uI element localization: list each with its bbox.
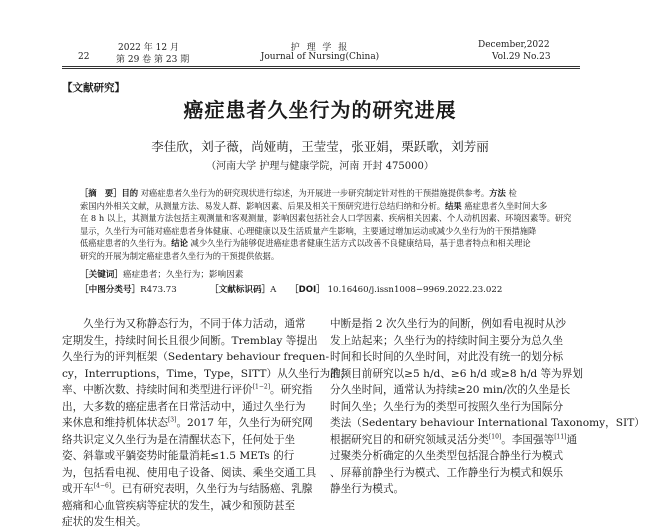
- author-list: 李佳欣，刘子薇，尚娅萌，王莹莹，张亚娟，栗跃歌，刘芳丽: [151, 139, 489, 154]
- journal-name-en: Journal of Nursing(China): [260, 52, 380, 62]
- body-line: 时间久坐；久坐行为的类型可按照久坐行为国际分: [330, 400, 564, 413]
- doc-code-value: A: [270, 285, 277, 295]
- body-line: 来休息和维持机体状态[3]。2017 年，久坐行为研究网: [62, 416, 313, 429]
- clc-value: R473.73: [140, 285, 177, 295]
- author-affiliation: （河南大学 护理与健康学院，河南 开封 475000）: [206, 161, 434, 172]
- purpose-label: 目的: [121, 188, 139, 198]
- header-rule: [62, 66, 580, 67]
- body-line: cy，Interruptions，Time，Type，SITT）从久坐行为的频: [62, 367, 352, 380]
- conclusion-label: 结论: [171, 238, 188, 249]
- article-title: 癌症患者久坐行为的研究进展: [183, 98, 457, 122]
- body-line: 络共识定义久坐行为是在清醒状态下，任何处于坐: [62, 433, 296, 446]
- issue-volume-cn: 第 29 卷 第 23 期: [116, 55, 190, 65]
- keywords-value: 癌症患者；久坐行为；影响因素: [122, 270, 244, 280]
- abstract-line-1: ［摘 要］目的 对癌症患者久坐行为的研究现状进行综述，为开展进一步研究制定针对性的干预措施提供参考。方法 检: [80, 188, 517, 198]
- abstract-line-5: 低癌症患者的久坐行为。结论 减少久坐行为能够促进癌症患者健康生活方式以改善不良健康结局，基于患者特点和相关理论: [80, 238, 531, 249]
- abstract-line-6: 研究的开展为制定癌症患者久坐行为的干预提供依据。: [80, 250, 280, 261]
- body-line: 或开车[4−6]。已有研究表明，久坐行为与结肠癌、乳腺: [62, 482, 313, 495]
- citation-ref: [1−2]: [252, 383, 271, 391]
- body-line: 定期发生，持续时间长且很少间断。Tremblay 等提出: [62, 334, 318, 347]
- body-column-left: [62, 316, 352, 531]
- body-line: 久坐行为的评判框架（Sedentary behaviour frequen-: [62, 351, 330, 363]
- abstract-line-4: 显示，久坐行为可能对癌症患者身体健康、心理健康以及生活质量产生影响，主要通过增加运动或减少久坐行为的干预措施降: [80, 225, 537, 236]
- citation-ref: [3]: [167, 416, 177, 424]
- header-rule-double: [62, 68, 580, 69]
- body-line: 准，目前研究以≥5 h/d、≥6 h/d 或≥8 h/d 等为界划: [330, 367, 583, 380]
- section-label: 【文献研究】: [62, 82, 125, 94]
- body-line: 癌痛和心血管疾病等症状的发生，减少和预防甚至: [62, 499, 296, 512]
- doi-label: ［DOI］: [290, 285, 325, 295]
- document-code: [210, 283, 276, 295]
- classification-code: [80, 283, 177, 295]
- body-line: 发上站起来；久坐行为的持续时间主要分为总久坐: [330, 334, 564, 347]
- page-number: 22: [78, 52, 90, 62]
- body-line: 姿、斜靠或平躺姿势时能量消耗≤1.5 METs 的行: [62, 450, 295, 462]
- journal-name-cn: 护 理 学 报: [290, 43, 350, 53]
- body-line: 时间和长时间的久坐时间，对此没有统一的划分标: [330, 351, 564, 363]
- abstract-label: ［摘 要］: [80, 188, 122, 198]
- citation-ref: [11]: [554, 432, 567, 440]
- body-line: 类法（Sedentary behaviour International Taxonomy，SIT）: [330, 417, 645, 429]
- body-line: 分久坐时间，通常认为持续≥20 min/次的久坐是长: [330, 384, 571, 396]
- body-line: 中断是指 2 次久坐行为的间断，例如看电视时从沙: [330, 318, 566, 330]
- citation-ref: [10]: [488, 432, 502, 440]
- abstract-line-3: 在 8 h 以上，其测量方法包括主观测量和客观测量，影响因素包括社会人口学因素、疾病相关因素、个人动机因素、环境因素等。研究: [80, 213, 572, 224]
- body-line: 过聚类分析确定的久坐类型包括混合静坐行为模式: [330, 450, 564, 462]
- body-line: 久坐行为又称静态行为，不同于体力活动，通常: [62, 318, 306, 330]
- issue-date-en: December,2022: [478, 40, 550, 50]
- body-column-right: [330, 316, 645, 498]
- abstract-line-2: 索国内外相关文献，从测量方法、易发人群、影响因素、后果及相关干预研究进行总结归纳和分析。结果 癌症患者久坐时间大多: [80, 200, 548, 211]
- issue-volume-en: Vol.29 No.23: [492, 52, 551, 62]
- citation-ref: [4−6]: [93, 482, 112, 490]
- clc-label: ［中图分类号］: [80, 285, 141, 295]
- doi-value: 10.16460/j.issn1008−9969.2022.23.022: [327, 285, 503, 295]
- body-line: 出，大多数的癌症患者在日常活动中，通过久坐行为: [62, 400, 306, 413]
- abstract: [80, 187, 572, 263]
- body-line: 症状的发生相关。: [62, 516, 147, 528]
- keywords-label: ［关键词］: [80, 270, 123, 280]
- doc-code-label: ［文献标识码］: [210, 285, 271, 295]
- result-label: 结果: [445, 200, 462, 211]
- issue-date-cn: 2022 年 12 月: [118, 43, 179, 53]
- body-line: 率、中断次数、持续时间和类型进行评价[1−2]。研究指: [62, 383, 313, 396]
- keywords: [80, 268, 243, 280]
- doi: [290, 283, 502, 295]
- method-label: 方法: [489, 188, 506, 198]
- body-line: 静坐行为模式。: [330, 483, 405, 495]
- body-line: 、屏幕前静坐行为模式、工作静坐行为模式和娱乐: [330, 466, 564, 479]
- body-line: 根据研究目的和研究领域灵活分类[10]。李国强等[11]通: [330, 432, 578, 446]
- body-line: 为，包括看电视、使用电子设备、阅读、乘坐交通工具: [62, 466, 317, 479]
